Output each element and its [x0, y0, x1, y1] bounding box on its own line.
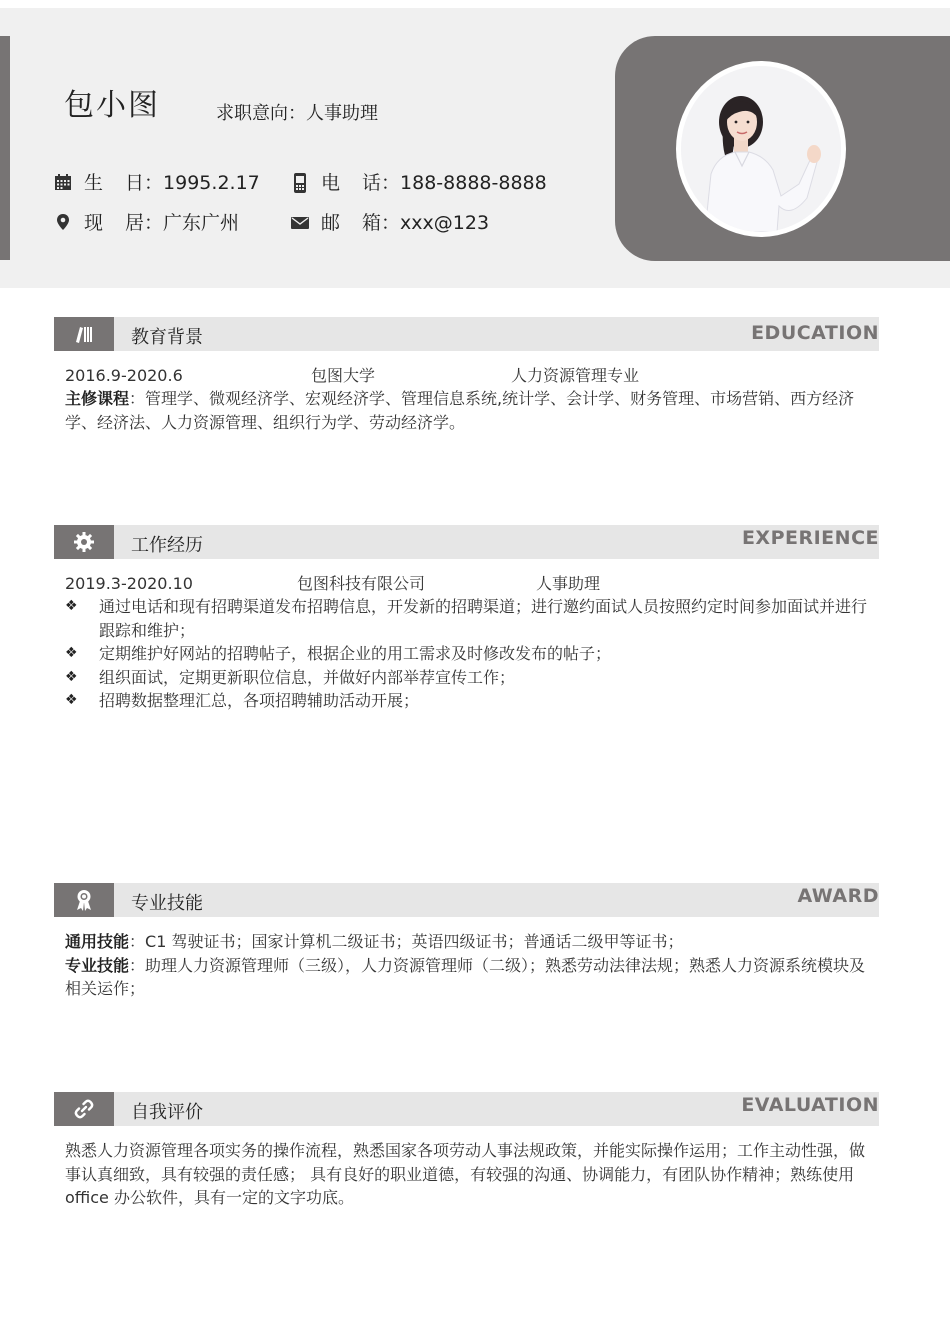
location-pin-icon	[54, 213, 72, 231]
experience-header-bar	[54, 525, 879, 559]
residence-label: 现 居	[84, 212, 153, 234]
experience-position: 人事助理	[536, 574, 601, 593]
job-intent	[216, 99, 378, 125]
education-header-bar	[54, 317, 879, 351]
calendar-icon	[54, 173, 72, 191]
experience-content	[65, 572, 875, 713]
education-school: 包图大学	[311, 366, 376, 385]
courses-label: 主修课程	[65, 389, 130, 408]
education-content	[65, 364, 875, 434]
phone-item	[291, 168, 547, 195]
email-item	[291, 208, 489, 235]
skills-header-bar	[54, 883, 879, 917]
duty-text: 组织面试，定期更新职位信息，并做好内部举荐宣传工作；	[99, 667, 516, 687]
professional-skills-label: 专业技能	[65, 955, 130, 975]
general-skills	[65, 930, 875, 954]
header-accent-bar	[0, 36, 10, 260]
residence-item	[54, 208, 239, 235]
evaluation-section	[54, 1092, 879, 1126]
evaluation-text: 熟悉人力资源管理各项实务的操作流程，熟悉国家各项劳动人事法规政策，并能实际操作运用；工作主动性强，做事认真细致，具有较强的责任感； 具有良好的职业道德，有较强的沟通、协调能力，有团队协作精神；熟练使用 office 办公软件，具有一定的文字功底。	[65, 1141, 866, 1207]
award-ribbon-icon	[54, 883, 114, 917]
email-label: 邮 箱	[321, 212, 390, 234]
professional-skills	[65, 954, 875, 1001]
skills-section	[54, 883, 879, 917]
birthday-value: ：1995.2.17	[144, 172, 260, 194]
experience-section	[54, 525, 879, 559]
experience-title-en: EXPERIENCE	[741, 527, 879, 549]
duty-item	[65, 595, 875, 642]
books-icon	[54, 317, 114, 351]
duty-text: 通过电话和现有招聘渠道发布招聘信息，开发新的招聘渠道；进行邀约面试人员按照约定时间参加面试并进行跟踪和维护；	[99, 597, 868, 640]
phone-value: ：188-8888-8888	[381, 172, 547, 194]
education-courses	[65, 387, 875, 434]
evaluation-content	[65, 1139, 875, 1210]
photo-frame	[676, 61, 846, 237]
diamond-bullet-icon: ❖	[65, 692, 78, 708]
general-skills-label: 通用技能	[65, 932, 130, 951]
diamond-bullet-icon: ❖	[65, 598, 78, 614]
skills-title-en: AWARD	[797, 885, 879, 907]
skills-title: 专业技能	[131, 893, 203, 914]
gear-icon	[54, 525, 114, 559]
evaluation-title-en: EVALUATION	[741, 1094, 879, 1116]
skills-content	[65, 930, 875, 1001]
duty-text: 定期维护好网站的招聘帖子，根据企业的用工需求及时修改发布的帖子；	[99, 644, 612, 663]
diamond-bullet-icon: ❖	[65, 668, 78, 685]
evaluation-title: 自我评价	[131, 1102, 203, 1123]
duty-text: 招聘数据整理汇总，各项招聘辅助活动开展；	[99, 691, 420, 710]
education-title: 教育背景	[131, 327, 203, 348]
envelope-icon	[291, 213, 309, 231]
birthday-item	[54, 168, 260, 195]
education-major: 人力资源管理专业	[511, 366, 640, 385]
phone-label: 电 话	[321, 172, 390, 194]
experience-period: 2019.3-2020.10	[65, 574, 193, 593]
residence-value: ：广东广州	[144, 212, 240, 234]
birthday-label: 生 日	[84, 172, 153, 194]
professional-skills-text: ：助理人力资源管理师（三级），人力资源管理师（二级）；熟悉劳动法律法规；熟悉人力资源系统模块及相关运作；	[65, 955, 866, 998]
email-value: ：xxx@123	[381, 212, 490, 234]
link-icon	[54, 1092, 114, 1126]
general-skills-text: ：C1 驾驶证书；国家计算机二级证书；英语四级证书；普通话二级甲等证书；	[129, 932, 684, 951]
education-section	[54, 317, 879, 351]
duty-item	[65, 666, 875, 690]
duty-item	[65, 689, 875, 713]
experience-title: 工作经历	[131, 535, 203, 556]
job-intent-label: 求职意向：	[216, 103, 306, 124]
phone-icon	[291, 173, 309, 191]
job-intent-value: 人事助理	[306, 103, 378, 124]
photo-panel	[615, 36, 950, 261]
experience-company: 包图科技有限公司	[297, 574, 426, 593]
candidate-name: 包小图	[64, 88, 160, 123]
diamond-bullet-icon: ❖	[65, 645, 78, 661]
duty-item	[65, 642, 875, 666]
avatar	[681, 66, 841, 232]
education-title-en: EDUCATION	[751, 322, 879, 344]
education-period: 2016.9-2020.6	[65, 366, 183, 385]
courses-text: ：管理学、微观经济学、宏观经济学、管理信息系统,统计学、会计学、财务管理、市场营销、西方经济学、经济法、人力资源管理、组织行为学、劳动经济学。	[65, 389, 855, 432]
evaluation-header-bar	[54, 1092, 879, 1126]
